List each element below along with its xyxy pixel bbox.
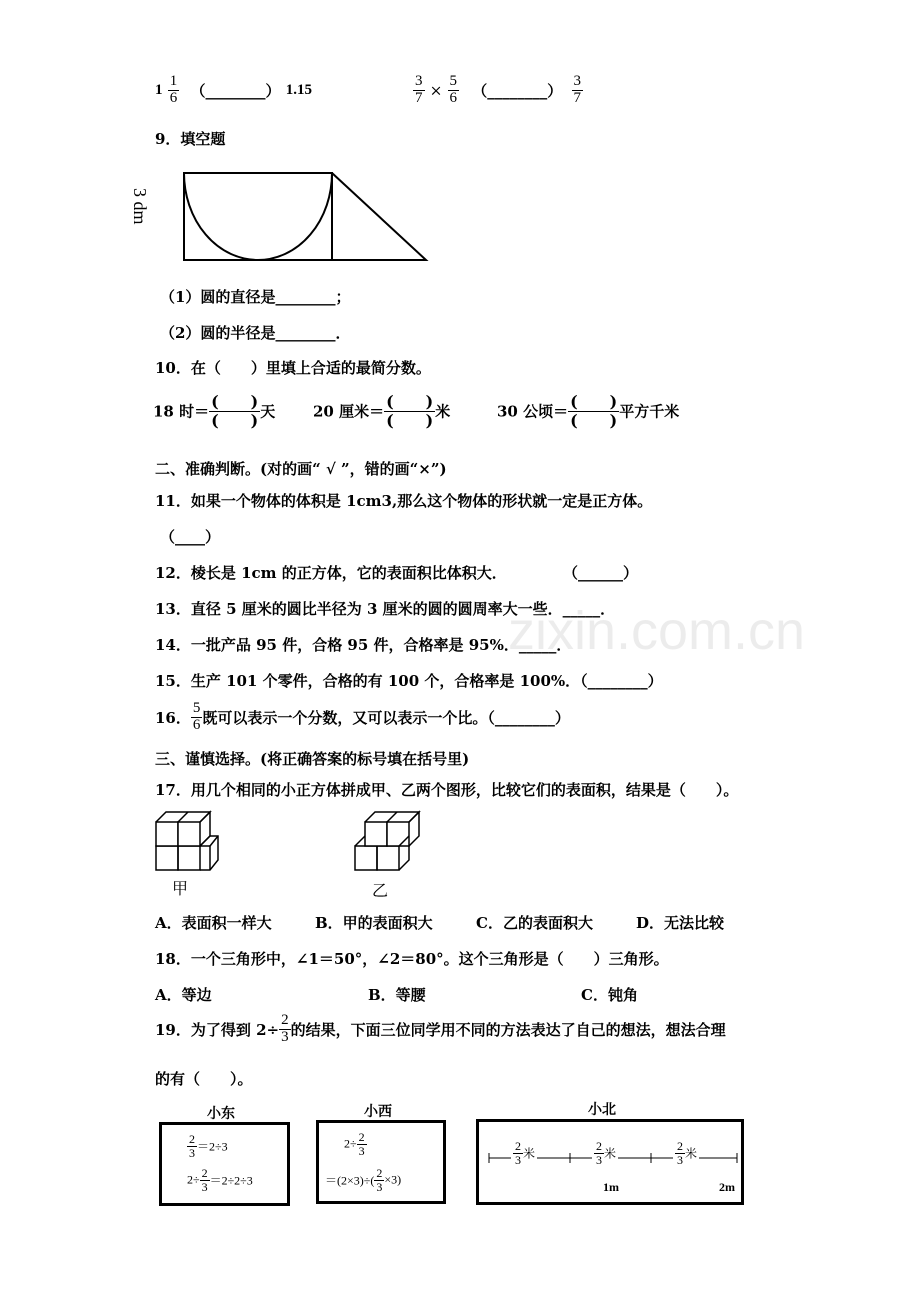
segment-label-3 [673, 1140, 699, 1166]
semicircle-arc [184, 173, 332, 260]
paren-fraction [568, 393, 619, 429]
numerator: 1 [169, 73, 178, 89]
mark-1m: 1m [603, 1180, 619, 1194]
mixed-whole: 1 [155, 81, 163, 98]
numerator: 2 [596, 1139, 602, 1153]
q17-option-a[interactable]: A．表面积一样大 [155, 914, 272, 932]
q11-text: 11．如果一个物体的体积是 1cm3,那么这个物体的形状就一定是正方体。 [155, 492, 653, 510]
fraction [374, 1167, 384, 1193]
xi-line1 [344, 1131, 367, 1157]
denominator: 3 [189, 1145, 195, 1160]
fraction [413, 74, 425, 107]
numerator: 2 [376, 1166, 383, 1180]
fraction [572, 74, 584, 107]
fraction [675, 1140, 685, 1166]
q18-option-c[interactable]: C．钝角 [581, 986, 638, 1004]
fraction [357, 1131, 367, 1157]
eq-rest: ＝2÷3 [197, 1139, 228, 1154]
numerator-blank[interactable]: ( ) [211, 392, 259, 411]
numerator: 2 [189, 1132, 195, 1146]
semicircle-triangle-figure [155, 162, 435, 266]
dong-eq1 [187, 1133, 228, 1159]
segment-label-1 [511, 1140, 537, 1166]
numerator: 3 [415, 73, 423, 89]
denominator: 3 [596, 1152, 602, 1167]
box-title-dong: 小东 [207, 1105, 235, 1121]
answer-blank[interactable]: （________） [472, 81, 563, 100]
numerator: 2 [515, 1139, 521, 1153]
q16-text: 既可以表示一个分数，又可以表示一个比。（________） [202, 708, 570, 727]
numerator: 5 [449, 73, 458, 89]
denominator: 7 [573, 89, 582, 106]
watermark: zixin.com.cn [508, 601, 806, 661]
denominator: 6 [169, 89, 178, 106]
numerator: 2 [677, 1139, 683, 1153]
q9-sub2: （2）圆的半径是________． [160, 324, 351, 342]
cube-figure-jia [153, 806, 223, 874]
denominator-blank[interactable]: ( ) [386, 410, 434, 430]
numerator: 3 [573, 73, 582, 89]
dong-eq2 [187, 1167, 253, 1193]
box-title-bei: 小北 [588, 1101, 616, 1117]
numerator: 5 [192, 700, 201, 716]
q17-option-c[interactable]: C．乙的表面积大 [476, 914, 593, 932]
q12-answer-blank[interactable]: （______） [563, 564, 639, 582]
q12-text: 12．棱长是 1cm 的正方体，它的表面积比体积大． [155, 564, 507, 582]
unit: 米 [523, 1146, 536, 1161]
item-unit: 天 [260, 402, 276, 421]
q18-text: 18．一个三角形中，∠1＝50°，∠2＝80°。这个三角形是（ ）三角形。 [155, 950, 669, 968]
numerator-blank[interactable]: ( ) [386, 392, 434, 411]
q9-sub1: （1）圆的直径是________； [160, 288, 351, 306]
q11-answer-blank[interactable]: （____） [160, 528, 221, 546]
denominator: 3 [515, 1152, 521, 1167]
item-unit: 平方千米 [619, 402, 680, 421]
denominator: 6 [192, 716, 201, 733]
paren-fraction [209, 393, 260, 429]
denominator: 7 [415, 89, 423, 106]
fraction [594, 1140, 604, 1166]
q17-text: 17．用几个相同的小正方体拼成甲、乙两个图形，比较它们的表面积，结果是（ ）。 [155, 781, 739, 799]
denominator-blank[interactable]: ( ) [570, 410, 618, 430]
denominator: 3 [201, 1179, 208, 1194]
item-unit: 米 [435, 402, 451, 421]
q14-text: 14．一批产品 95 件，合格 95 件，合格率是 95%．_____． [155, 636, 572, 654]
paren-fraction [384, 393, 435, 429]
box-dong [159, 1122, 290, 1206]
q16-row [155, 701, 570, 734]
q13-text: 13．直径 5 厘米的圆比半径为 3 厘米的圆的圆周率大一些．_____． [155, 600, 616, 618]
q17-option-b[interactable]: B．甲的表面积大 [315, 914, 433, 932]
eq-rest: ＝2÷2÷3 [209, 1173, 253, 1188]
figure-label-jia: 甲 [172, 879, 189, 898]
q18-option-b[interactable]: B．等腰 [368, 986, 426, 1004]
denominator: 3 [376, 1179, 383, 1194]
times-sign: × [429, 81, 443, 100]
xi-line2 [325, 1167, 401, 1193]
q8-left-compare [155, 74, 312, 107]
fraction [279, 1013, 291, 1046]
section-3-heading: 三、谨慎选择。(将正确答案的标号填在括号里) [155, 750, 470, 768]
segment-label-2 [592, 1140, 618, 1166]
answer-blank[interactable]: （________） [190, 81, 281, 100]
rectangle-outline [184, 173, 332, 260]
unit: 米 [604, 1146, 617, 1161]
figure-label-yi: 乙 [372, 881, 389, 900]
cube-figure-yi [352, 806, 422, 874]
item-left: 30 公顷＝ [497, 402, 569, 421]
item-left: 20 厘米＝ [313, 402, 385, 421]
q17-option-d[interactable]: D．无法比较 [636, 914, 725, 932]
box-bei [476, 1119, 744, 1205]
eq-pre: ＝(2×3)÷( [325, 1173, 375, 1188]
numerator: 2 [358, 1130, 365, 1144]
fraction [200, 1167, 210, 1193]
dimension-label: 3 dm [130, 188, 150, 225]
numerator-blank[interactable]: ( ) [570, 392, 618, 411]
mark-2m: 2m [719, 1180, 735, 1194]
compare-value: 1.15 [285, 81, 312, 98]
q19-line2: 的有（ ）。 [155, 1070, 253, 1088]
q19-row [155, 1013, 726, 1046]
q9-title: 9．填空题 [155, 130, 226, 148]
numerator: 2 [201, 1166, 208, 1180]
denominator: 3 [677, 1152, 683, 1167]
q18-option-a[interactable]: A．等边 [155, 986, 212, 1004]
eq-pre: 2÷ [187, 1172, 200, 1187]
fraction [191, 701, 203, 734]
fraction [187, 1133, 197, 1159]
denominator: 3 [358, 1143, 365, 1158]
unit: 米 [685, 1146, 698, 1161]
q19-prefix: 19．为了得到 2÷ [155, 1020, 280, 1039]
triangle-outline [332, 173, 426, 260]
q10-item-2 [313, 393, 450, 429]
q16-number: 16． [155, 708, 191, 727]
q8-right-compare [413, 74, 583, 107]
q10-title: 10．在（ ）里填上合适的最简分数。 [155, 359, 431, 377]
denominator-blank[interactable]: ( ) [211, 410, 259, 430]
section-2-heading: 二、准确判断。(对的画“ √ ”，错的画“×”) [155, 460, 447, 478]
q15-text: 15．生产 101 个零件，合格的有 100 个，合格率是 100%．（________） [155, 672, 663, 690]
q10-item-3 [497, 393, 679, 429]
fraction [448, 74, 460, 107]
numerator: 2 [281, 1012, 289, 1028]
box-xi [316, 1120, 446, 1204]
q10-item-1 [153, 393, 275, 429]
denominator: 3 [281, 1028, 289, 1045]
denominator: 6 [449, 89, 458, 106]
box-title-xi: 小西 [364, 1103, 392, 1119]
eq-pre: 2÷ [344, 1136, 357, 1151]
fraction [168, 74, 180, 107]
q19-text: 的结果，下面三位同学用不同的方法表达了自己的想法，想法合理 [290, 1020, 726, 1039]
item-left: 18 时＝ [153, 402, 210, 421]
fraction [513, 1140, 523, 1166]
eq-post: ×3) [384, 1172, 402, 1187]
